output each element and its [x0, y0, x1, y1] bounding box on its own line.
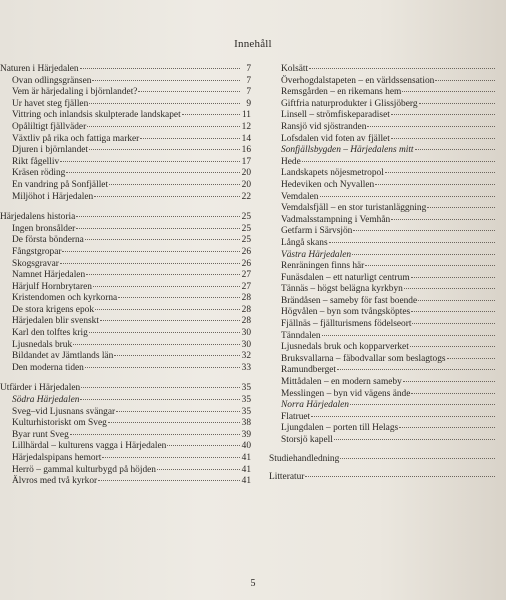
leader-dots — [391, 219, 495, 220]
toc-entry — [0, 351, 251, 363]
toc-entry-title: Funäsdalen – ett naturligt centrum — [281, 272, 410, 283]
toc-entry-page: 7 — [246, 64, 251, 74]
toc-entry-page: 35 — [241, 406, 251, 417]
toc-entry — [0, 145, 251, 157]
toc-entry — [269, 284, 506, 296]
leader-dots — [311, 416, 495, 417]
toc-entry-title: Byar runt Sveg — [12, 429, 69, 440]
toc-entry-title: Hedeviken och Nyvallen — [281, 179, 375, 190]
toc-entry — [0, 407, 251, 419]
toc-entry — [0, 76, 251, 88]
toc-entry-page: 26 — [241, 258, 251, 269]
toc-entry-title: Flatruet — [281, 411, 311, 422]
toc-entry-page: 27 — [241, 281, 251, 292]
leader-dots — [411, 277, 495, 278]
toc-entry-page: 25 — [241, 223, 251, 234]
toc-entry-title: Kristendomen och kyrkorna — [12, 293, 118, 304]
toc-entry — [0, 430, 251, 442]
toc-entry-title: Tänndalen — [281, 330, 321, 341]
leader-dots — [182, 114, 240, 115]
toc-entry-title: Fjällnäs – fjällturismens födelseort — [281, 319, 412, 330]
toc-entry — [0, 212, 251, 224]
leader-dots — [365, 265, 495, 266]
toc-entry-page: 22 — [241, 191, 251, 202]
leader-dots — [80, 399, 240, 400]
toc-entry-page: 35 — [241, 383, 251, 394]
toc-entry-title: Opåliltigt fjällväder — [12, 121, 87, 132]
toc-entry-title: Miljöhot i Härjedalen — [12, 191, 94, 202]
toc-entry — [0, 180, 251, 192]
toc-entry-title: Vittring och inlandsis skulpterade landskapet — [12, 110, 181, 121]
toc-entry — [0, 453, 251, 465]
toc-entry — [0, 363, 251, 375]
toc-entry — [269, 168, 506, 180]
toc-entry-page: 25 — [241, 235, 251, 246]
toc-entry — [269, 226, 506, 238]
toc-entry-page: 25 — [241, 212, 251, 223]
toc-entry-page: 41 — [241, 464, 251, 475]
leader-dots — [411, 311, 495, 312]
toc-entry-page: 30 — [241, 339, 251, 350]
toc-entry-title: Kräsen röding — [12, 168, 66, 179]
toc-entry-page: 17 — [241, 156, 251, 167]
toc-entry-title: Den moderna tiden — [12, 362, 84, 373]
leader-dots — [81, 387, 240, 388]
leader-dots — [109, 184, 240, 185]
leader-dots — [305, 476, 495, 477]
toc-entry — [269, 365, 506, 377]
toc-entry — [269, 145, 506, 157]
toc-entry — [269, 423, 506, 435]
toc-entry — [269, 307, 506, 319]
leader-dots — [73, 344, 240, 345]
leader-dots — [60, 263, 240, 264]
toc-entry-title: Långå skans — [281, 237, 328, 248]
toc-entry-title: Växtliv på rika och fattiga marker — [12, 133, 140, 144]
toc-entry-page: 41 — [241, 453, 251, 463]
toc-entry — [0, 476, 251, 488]
toc-entry — [0, 134, 251, 146]
toc-entry-title: Vem är härjedaling i björnlandet? — [12, 87, 138, 98]
toc-entry-title: Tännäs – högst belägna kyrkbyn — [281, 284, 403, 295]
toc-entry — [269, 342, 506, 354]
toc-entry-title: Linsell – strömfiskeparadiset — [281, 110, 390, 121]
toc-entry-page: 14 — [241, 133, 251, 144]
toc-entry — [0, 64, 251, 76]
toc-entry-title: Härjedalspipans hemort — [12, 453, 102, 463]
toc-entry-title: Ljusnedals bruk — [12, 339, 73, 350]
toc-entry — [0, 282, 251, 294]
toc-entry-page: 28 — [241, 304, 251, 315]
toc-entry-title: Vemdalen — [281, 191, 319, 202]
leader-dots — [302, 161, 495, 162]
toc-entry — [269, 76, 506, 88]
leader-dots — [62, 251, 240, 252]
toc-entry-title: Djuren i björnlandet — [12, 145, 89, 156]
toc-entry-title: Härjulf Hornbrytaren — [12, 281, 92, 292]
leader-dots — [367, 126, 495, 127]
toc-entry — [269, 87, 506, 99]
toc-entry — [269, 412, 506, 424]
toc-entry-title: Remsgården – en rikemans hem — [281, 87, 402, 98]
toc-entry — [0, 99, 251, 111]
leader-dots — [329, 242, 495, 243]
toc-entry-title: Karl den tolftes krig — [12, 328, 88, 339]
leader-dots — [404, 288, 495, 289]
toc-entry — [0, 340, 251, 352]
toc-entry — [0, 192, 251, 204]
toc-entry-title: Härjedalen blir svenskt — [12, 316, 99, 327]
toc-entry-page: 9 — [246, 98, 251, 109]
toc-entry — [269, 319, 506, 331]
toc-entry — [0, 270, 251, 282]
toc-entry — [269, 110, 506, 122]
leader-dots — [85, 239, 240, 240]
leader-dots — [391, 138, 495, 139]
leader-dots — [320, 196, 496, 197]
toc-entry-title: Namnet Härjedalen — [12, 270, 86, 281]
toc-left-column — [0, 64, 251, 488]
leader-dots — [419, 103, 495, 104]
toc-entry-title: Giftfria naturprodukter i Glissjöberg — [281, 98, 418, 109]
toc-entry — [269, 273, 506, 285]
leader-dots — [89, 149, 240, 150]
toc-entry-title: Ljungdalen – porten till Helags — [281, 423, 399, 434]
toc-entry-title: De stora krigens epok — [12, 304, 95, 315]
toc-entry — [269, 215, 506, 227]
toc-entry-title: Mittådalen – en modern sameby — [281, 377, 402, 388]
toc-entry-page: 27 — [241, 270, 251, 281]
toc-entry — [269, 296, 506, 308]
leader-dots — [85, 367, 240, 368]
toc-entry — [269, 454, 506, 466]
leader-dots — [415, 149, 495, 150]
toc-entry-title: Studiehandledning — [269, 453, 340, 464]
leader-dots — [98, 480, 240, 481]
leader-dots — [140, 138, 240, 139]
leader-dots — [337, 369, 495, 370]
toc-entry — [0, 122, 251, 134]
leader-dots — [114, 355, 240, 356]
toc-entry-title: Sonfjällsbygden – Härjedalens mitt — [281, 145, 414, 156]
toc-entry — [269, 192, 506, 204]
toc-entry-page: 38 — [241, 418, 251, 429]
toc-entry-title: Storsjö kapell — [281, 435, 333, 445]
leader-dots — [334, 439, 495, 440]
leader-dots — [116, 411, 240, 412]
toc-entry-page: 7 — [246, 87, 251, 98]
toc-entry-title: Getfarm i Särvsjön — [281, 226, 353, 237]
toc-entry — [269, 134, 506, 146]
toc-right-column — [269, 64, 506, 484]
toc-entry-title: Utfärder i Härjedalen — [0, 383, 81, 394]
leader-dots — [375, 184, 495, 185]
toc-entry-page: 20 — [241, 168, 251, 179]
toc-entry — [0, 465, 251, 477]
leader-dots — [70, 434, 240, 435]
leader-dots — [447, 358, 495, 359]
toc-entry — [0, 247, 251, 259]
toc-entry-title: Härjedalens historia — [0, 212, 76, 223]
leader-dots — [427, 207, 495, 208]
toc-entry — [0, 293, 251, 305]
leader-dots — [94, 196, 240, 197]
leader-dots — [412, 323, 495, 324]
leader-dots — [410, 346, 495, 347]
toc-entry — [0, 316, 251, 328]
toc-entry-page: 12 — [241, 121, 251, 132]
leader-dots — [108, 422, 240, 423]
leader-dots — [102, 457, 240, 458]
toc-entry-page: 41 — [241, 476, 251, 487]
leader-dots — [157, 469, 240, 470]
toc-entry-title: Landskapets nöjesmetropol — [281, 168, 384, 179]
toc-entry-page: 28 — [241, 293, 251, 304]
toc-entry-title: Skogsgravar — [12, 258, 59, 269]
toc-entry-title: Ransjö vid sjöstranden — [281, 121, 367, 132]
toc-entry-title: Överhogdalstapeten – en världssensation — [281, 75, 435, 86]
toc-entry — [0, 328, 251, 340]
toc-entry — [0, 168, 251, 180]
toc-entry — [0, 87, 251, 99]
toc-entry-title: Rikt fågelliv — [12, 156, 60, 167]
page-title: Innehåll — [234, 38, 272, 50]
toc-entry-title: Kolsätt — [281, 64, 309, 74]
toc-entry-page: 35 — [241, 395, 251, 406]
leader-dots — [100, 320, 240, 321]
toc-entry-title: Norra Härjedalen — [281, 400, 349, 411]
toc-entry — [0, 418, 251, 430]
toc-entry-title: Ur havet steg fjällen — [12, 98, 89, 109]
leader-dots — [403, 381, 495, 382]
toc-entry — [269, 354, 506, 366]
toc-entry-title: Brändåsen – sameby för fast boende — [281, 295, 418, 306]
leader-dots — [309, 68, 495, 69]
leader-dots — [352, 254, 495, 255]
toc-entry — [0, 110, 251, 122]
leader-dots — [385, 172, 495, 173]
toc-entry — [269, 377, 506, 389]
toc-entry-title: Lillhärdal – kulturens vagga i Härjedalen — [12, 441, 167, 452]
toc-entry-title: Fångstgropar — [12, 246, 62, 257]
leader-dots — [76, 216, 240, 217]
leader-dots — [402, 91, 495, 92]
toc-entry-title: En vandring på Sonfjället — [12, 179, 109, 190]
toc-entry-title: Naturen i Härjedalen — [0, 64, 79, 74]
toc-entry-page: 11 — [241, 110, 251, 121]
leader-dots — [80, 68, 240, 69]
leader-dots — [167, 445, 240, 446]
toc-entry-page: 26 — [241, 246, 251, 257]
toc-entry-page: 16 — [241, 145, 251, 156]
toc-entry-title: Renräningen finns här — [281, 261, 365, 272]
toc-entry-page: 28 — [241, 316, 251, 327]
toc-entry — [0, 224, 251, 236]
toc-entry-title: Ljusnedals bruk och kopparverket — [281, 342, 409, 353]
leader-dots — [89, 332, 240, 333]
toc-entry — [269, 250, 506, 262]
leader-dots — [322, 335, 495, 336]
toc-entry — [269, 261, 506, 273]
toc-entry-page: 40 — [241, 441, 251, 452]
toc-entry — [269, 157, 506, 169]
toc-entry — [269, 238, 506, 250]
toc-entry-title: Ingen bronsålder — [12, 223, 76, 234]
toc-entry-title: Bildandet av Jämtlands län — [12, 351, 114, 362]
toc-entry — [269, 472, 506, 484]
leader-dots — [89, 103, 240, 104]
toc-entry — [0, 395, 251, 407]
toc-entry — [0, 305, 251, 317]
toc-entry — [0, 259, 251, 271]
toc-entry — [269, 435, 506, 447]
toc-entry — [269, 389, 506, 401]
toc-entry — [269, 203, 506, 215]
toc-entry-title: Hede — [281, 156, 301, 167]
toc-entry-title: Litteratur — [269, 472, 305, 483]
leader-dots — [76, 228, 240, 229]
toc-entry-title: Ramundberget — [281, 365, 337, 376]
leader-dots — [418, 300, 495, 301]
toc-entry-title: Sveg–vid Ljusnans svängar — [12, 406, 116, 417]
page-number: 5 — [250, 578, 256, 589]
toc-entry — [0, 441, 251, 453]
leader-dots — [95, 309, 240, 310]
leader-dots — [353, 230, 495, 231]
leader-dots — [92, 80, 240, 81]
toc-entry-title: Kulturhistoriskt om Sveg — [12, 418, 107, 429]
toc-entry-title: Högvålen – byn som tvångsköptes — [281, 307, 411, 318]
toc-entry-title: Vadmalsstampning i Vemhån — [281, 214, 391, 225]
toc-entry — [0, 157, 251, 169]
leader-dots — [399, 427, 495, 428]
toc-entry-title: De första bönderna — [12, 235, 84, 246]
toc-entry-title: Herrö – gammal kulturbygd på höjden — [12, 464, 156, 475]
leader-dots — [411, 393, 495, 394]
toc-entry — [269, 122, 506, 134]
toc-entry-title: Vemdalsfjäll – en stor turistanläggning — [281, 203, 427, 214]
leader-dots — [60, 161, 240, 162]
toc-entry-title: Västra Härjedalen — [281, 249, 352, 260]
leader-dots — [118, 297, 240, 298]
leader-dots — [391, 114, 495, 115]
toc-entry-title: Lofsdalen vid foten av fjället — [281, 133, 390, 144]
toc-entry — [269, 180, 506, 192]
toc-entry-title: Älvros med två kyrkor — [12, 476, 98, 487]
leader-dots — [93, 286, 240, 287]
leader-dots — [340, 458, 495, 459]
toc-entry-title: Ovan odlingsgränsen — [12, 75, 92, 86]
leader-dots — [350, 404, 495, 405]
toc-entry — [269, 64, 506, 76]
toc-entry-page: 20 — [241, 179, 251, 190]
toc-entry — [269, 99, 506, 111]
leader-dots — [435, 80, 495, 81]
toc-entry-page: 33 — [241, 362, 251, 373]
toc-entry-page: 32 — [241, 351, 251, 362]
toc-entry-page: 7 — [246, 75, 251, 86]
leader-dots — [138, 91, 240, 92]
toc-entry-title: Södra Härjedalen — [12, 395, 80, 406]
leader-dots — [87, 126, 240, 127]
toc-entry-title: Messlingen – byn vid vägens ände — [281, 388, 411, 399]
toc-entry — [0, 383, 251, 395]
toc-entry — [269, 331, 506, 343]
toc-entry-page: 39 — [241, 429, 251, 440]
toc-entry — [269, 400, 506, 412]
leader-dots — [66, 172, 240, 173]
toc-entry-page: 30 — [241, 328, 251, 339]
leader-dots — [86, 274, 240, 275]
toc-entry — [0, 235, 251, 247]
toc-entry-title: Bruksvallarna – fäbodvallar som beslagtogs — [281, 353, 446, 364]
